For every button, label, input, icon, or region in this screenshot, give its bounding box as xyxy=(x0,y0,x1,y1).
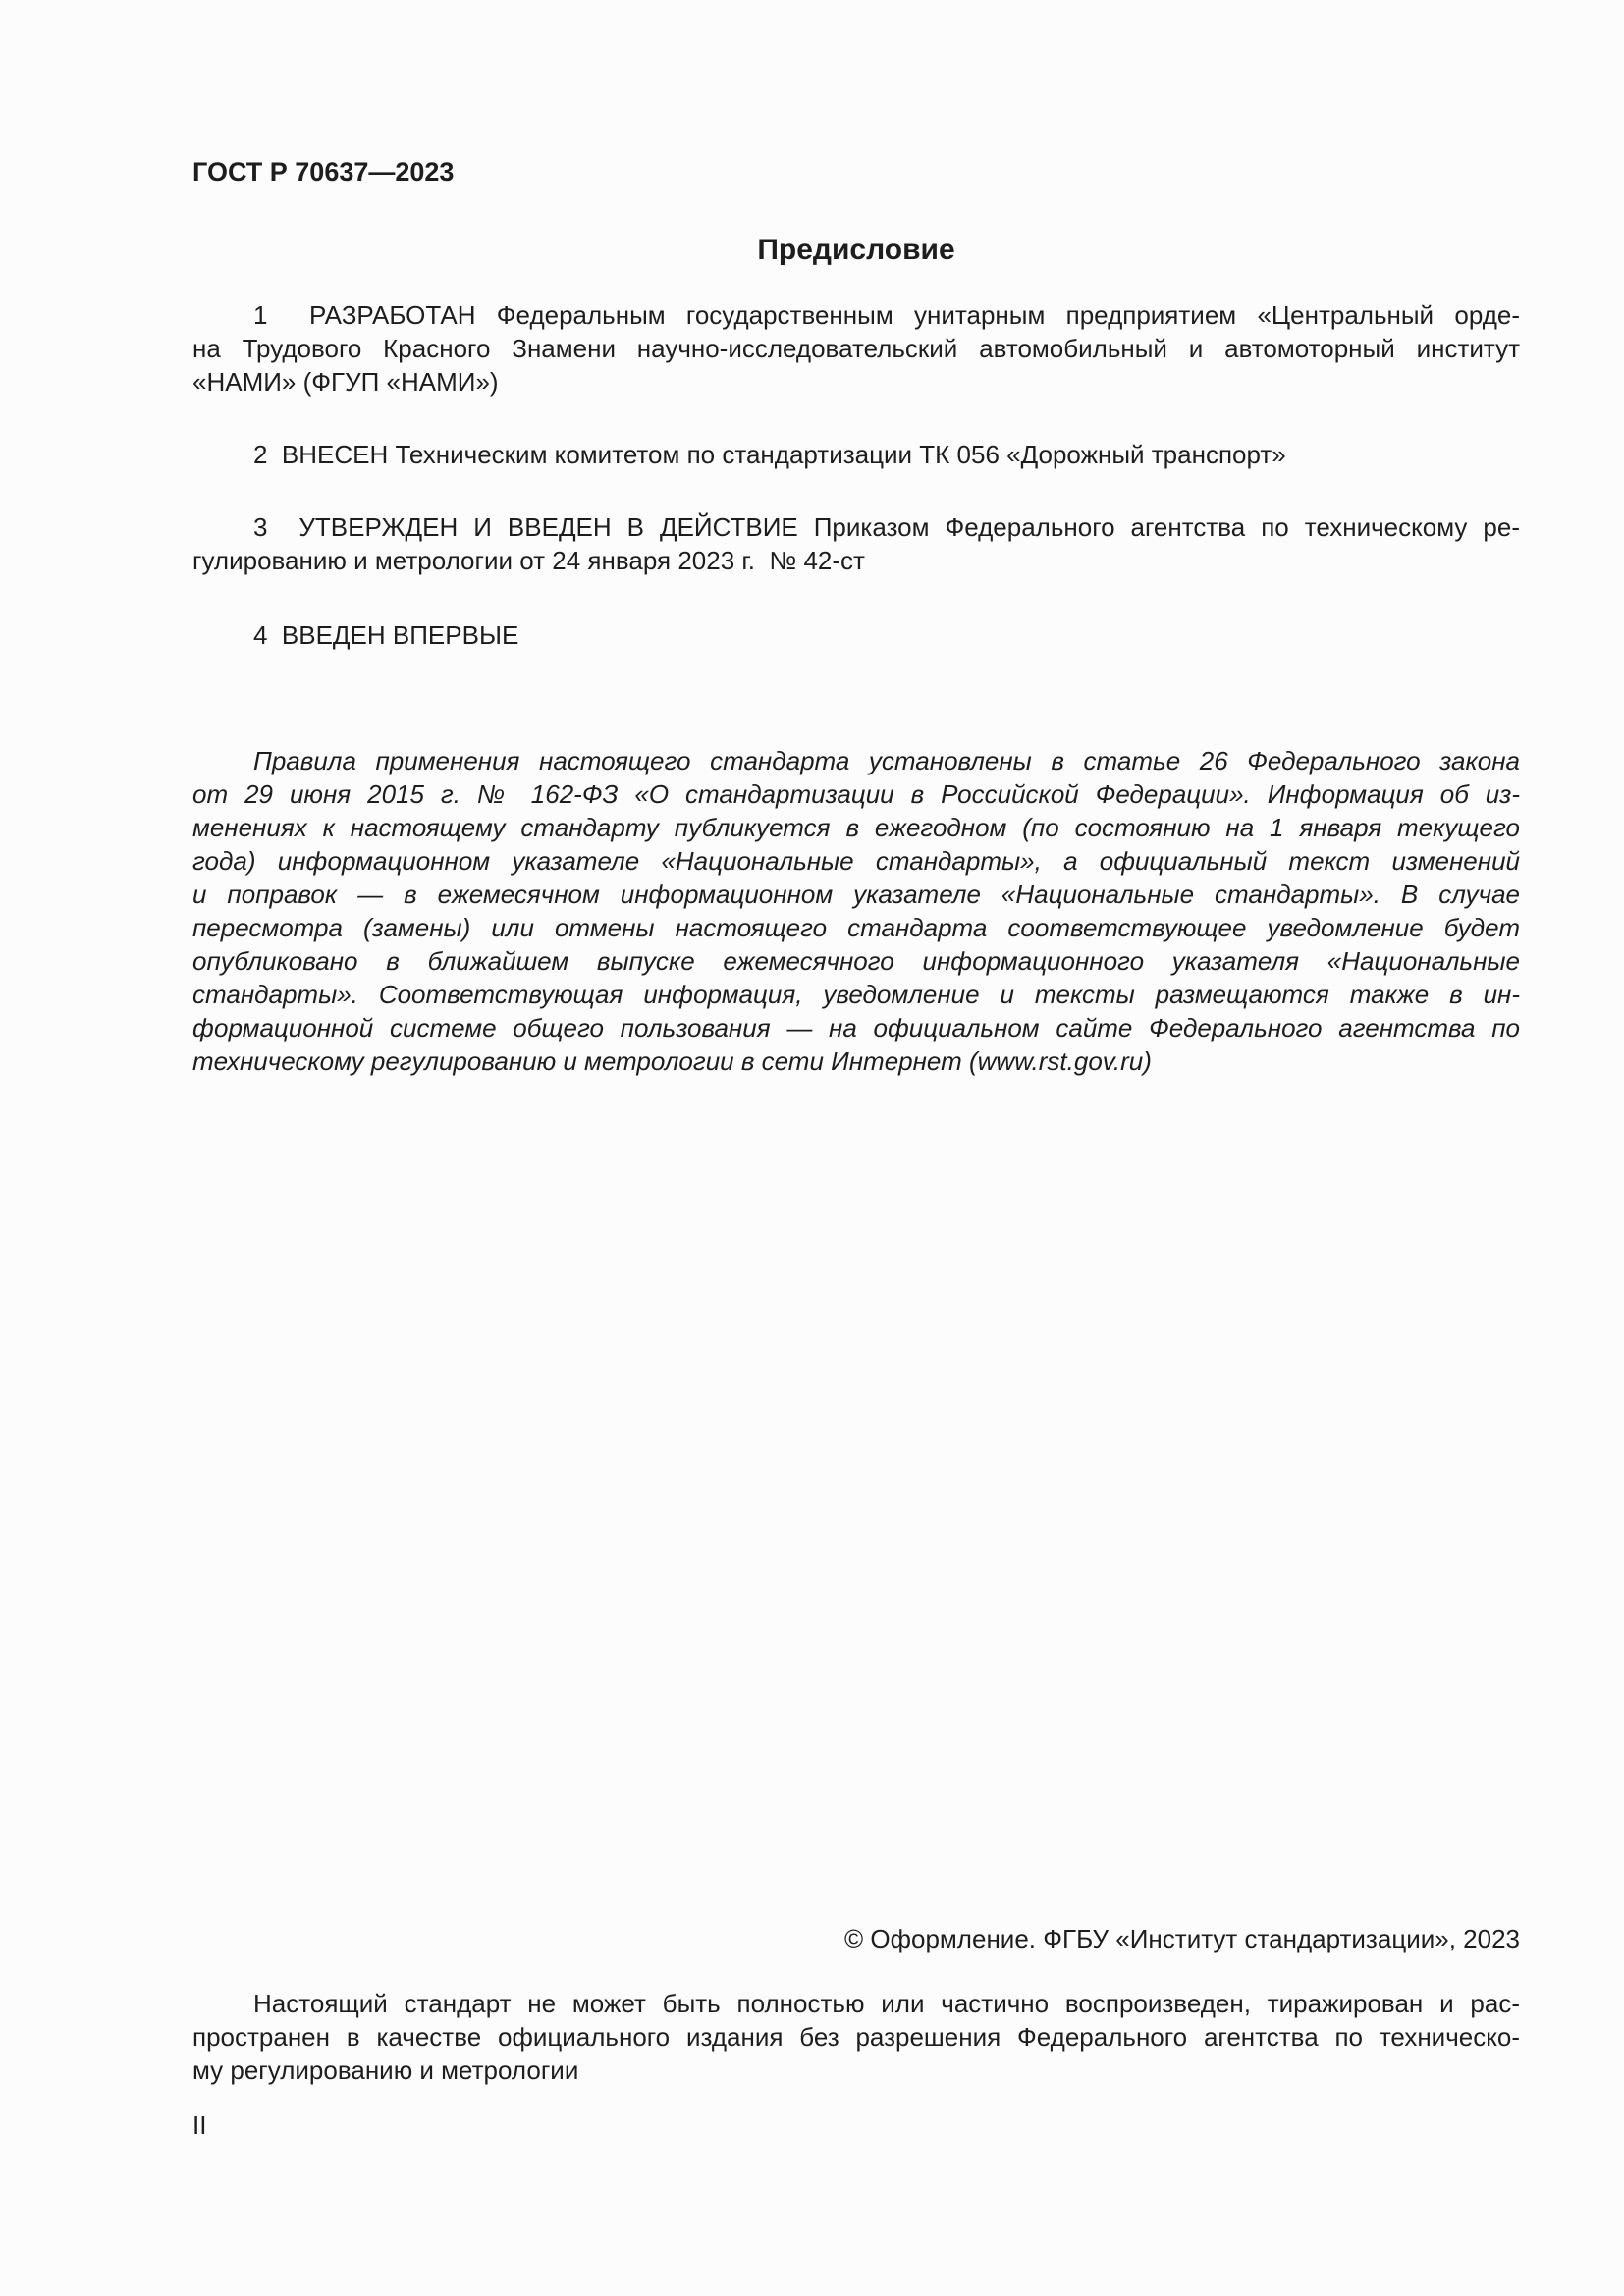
foreword-clause-4: 4 ВВЕДЕН ВПЕРВЫЕ xyxy=(253,620,519,650)
doc-code: ГОСТ Р 70637—2023 xyxy=(192,157,455,187)
foreword-clause-3: 3 УТВЕРЖДЕН И ВВЕДЕН В ДЕЙСТВИЕ Приказом Федерального агентства по техническому ре- гулированию и метрологии от 24 января 2023 г. № 42-ст xyxy=(192,512,1520,575)
reproduction-notice: Настоящий стандарт не может быть полностью или частично воспроизведен, тиражирован и рас- пространен в качестве официального издания без разрешения Федерального агентства по техническо- му регулированию и метрологии xyxy=(192,1989,1520,2085)
page-number: II xyxy=(192,2110,207,2140)
page-title: Предисловие xyxy=(757,234,955,266)
foreword-clause-1: 1 РАЗРАБОТАН Федеральным государственным унитарным предприятием «Центральный орде- на Трудового Красного Знамени научно-исследовательский автомобильный и автомоторный институт «НАМИ» (ФГУП «НАМИ») xyxy=(192,300,1520,397)
copyright-line: © Оформление. ФГБУ «Институт стандартизации», 2023 xyxy=(844,1924,1520,1953)
application-rules-note: Правила применения настоящего стандарта установлены в статье 26 Федерального закона от 29 июня 2015 г. № 162-ФЗ «О стандартизации в Российской Федерации». Информация об из- менениях к настоящему стандарту публикуется в ежегодном (по состоянию на 1 января текущего года) информационном указателе «Национальные стандарты», а официальный текст изменений и поправок — в ежемесячном информационном указателе «Национальные стандарты». В случае пересмотра (замены) или отмены настоящего стандарта соответствующее уведомление будет опубликовано в ближайшем выпуске ежемесячного информационного указателя «Национальные стандарты». Соответствующая информация, уведомление и тексты размещаются также в ин- формационной системе общего пользования — на официальном сайте Федерального агентства по техническому регулированию и метрологии в сети Интернет (www.rst.gov.ru) xyxy=(192,746,1520,1076)
foreword-clause-2: 2 ВНЕСЕН Техническим комитетом по стандартизации ТК 056 «Дорожный транспорт» xyxy=(253,440,1286,469)
